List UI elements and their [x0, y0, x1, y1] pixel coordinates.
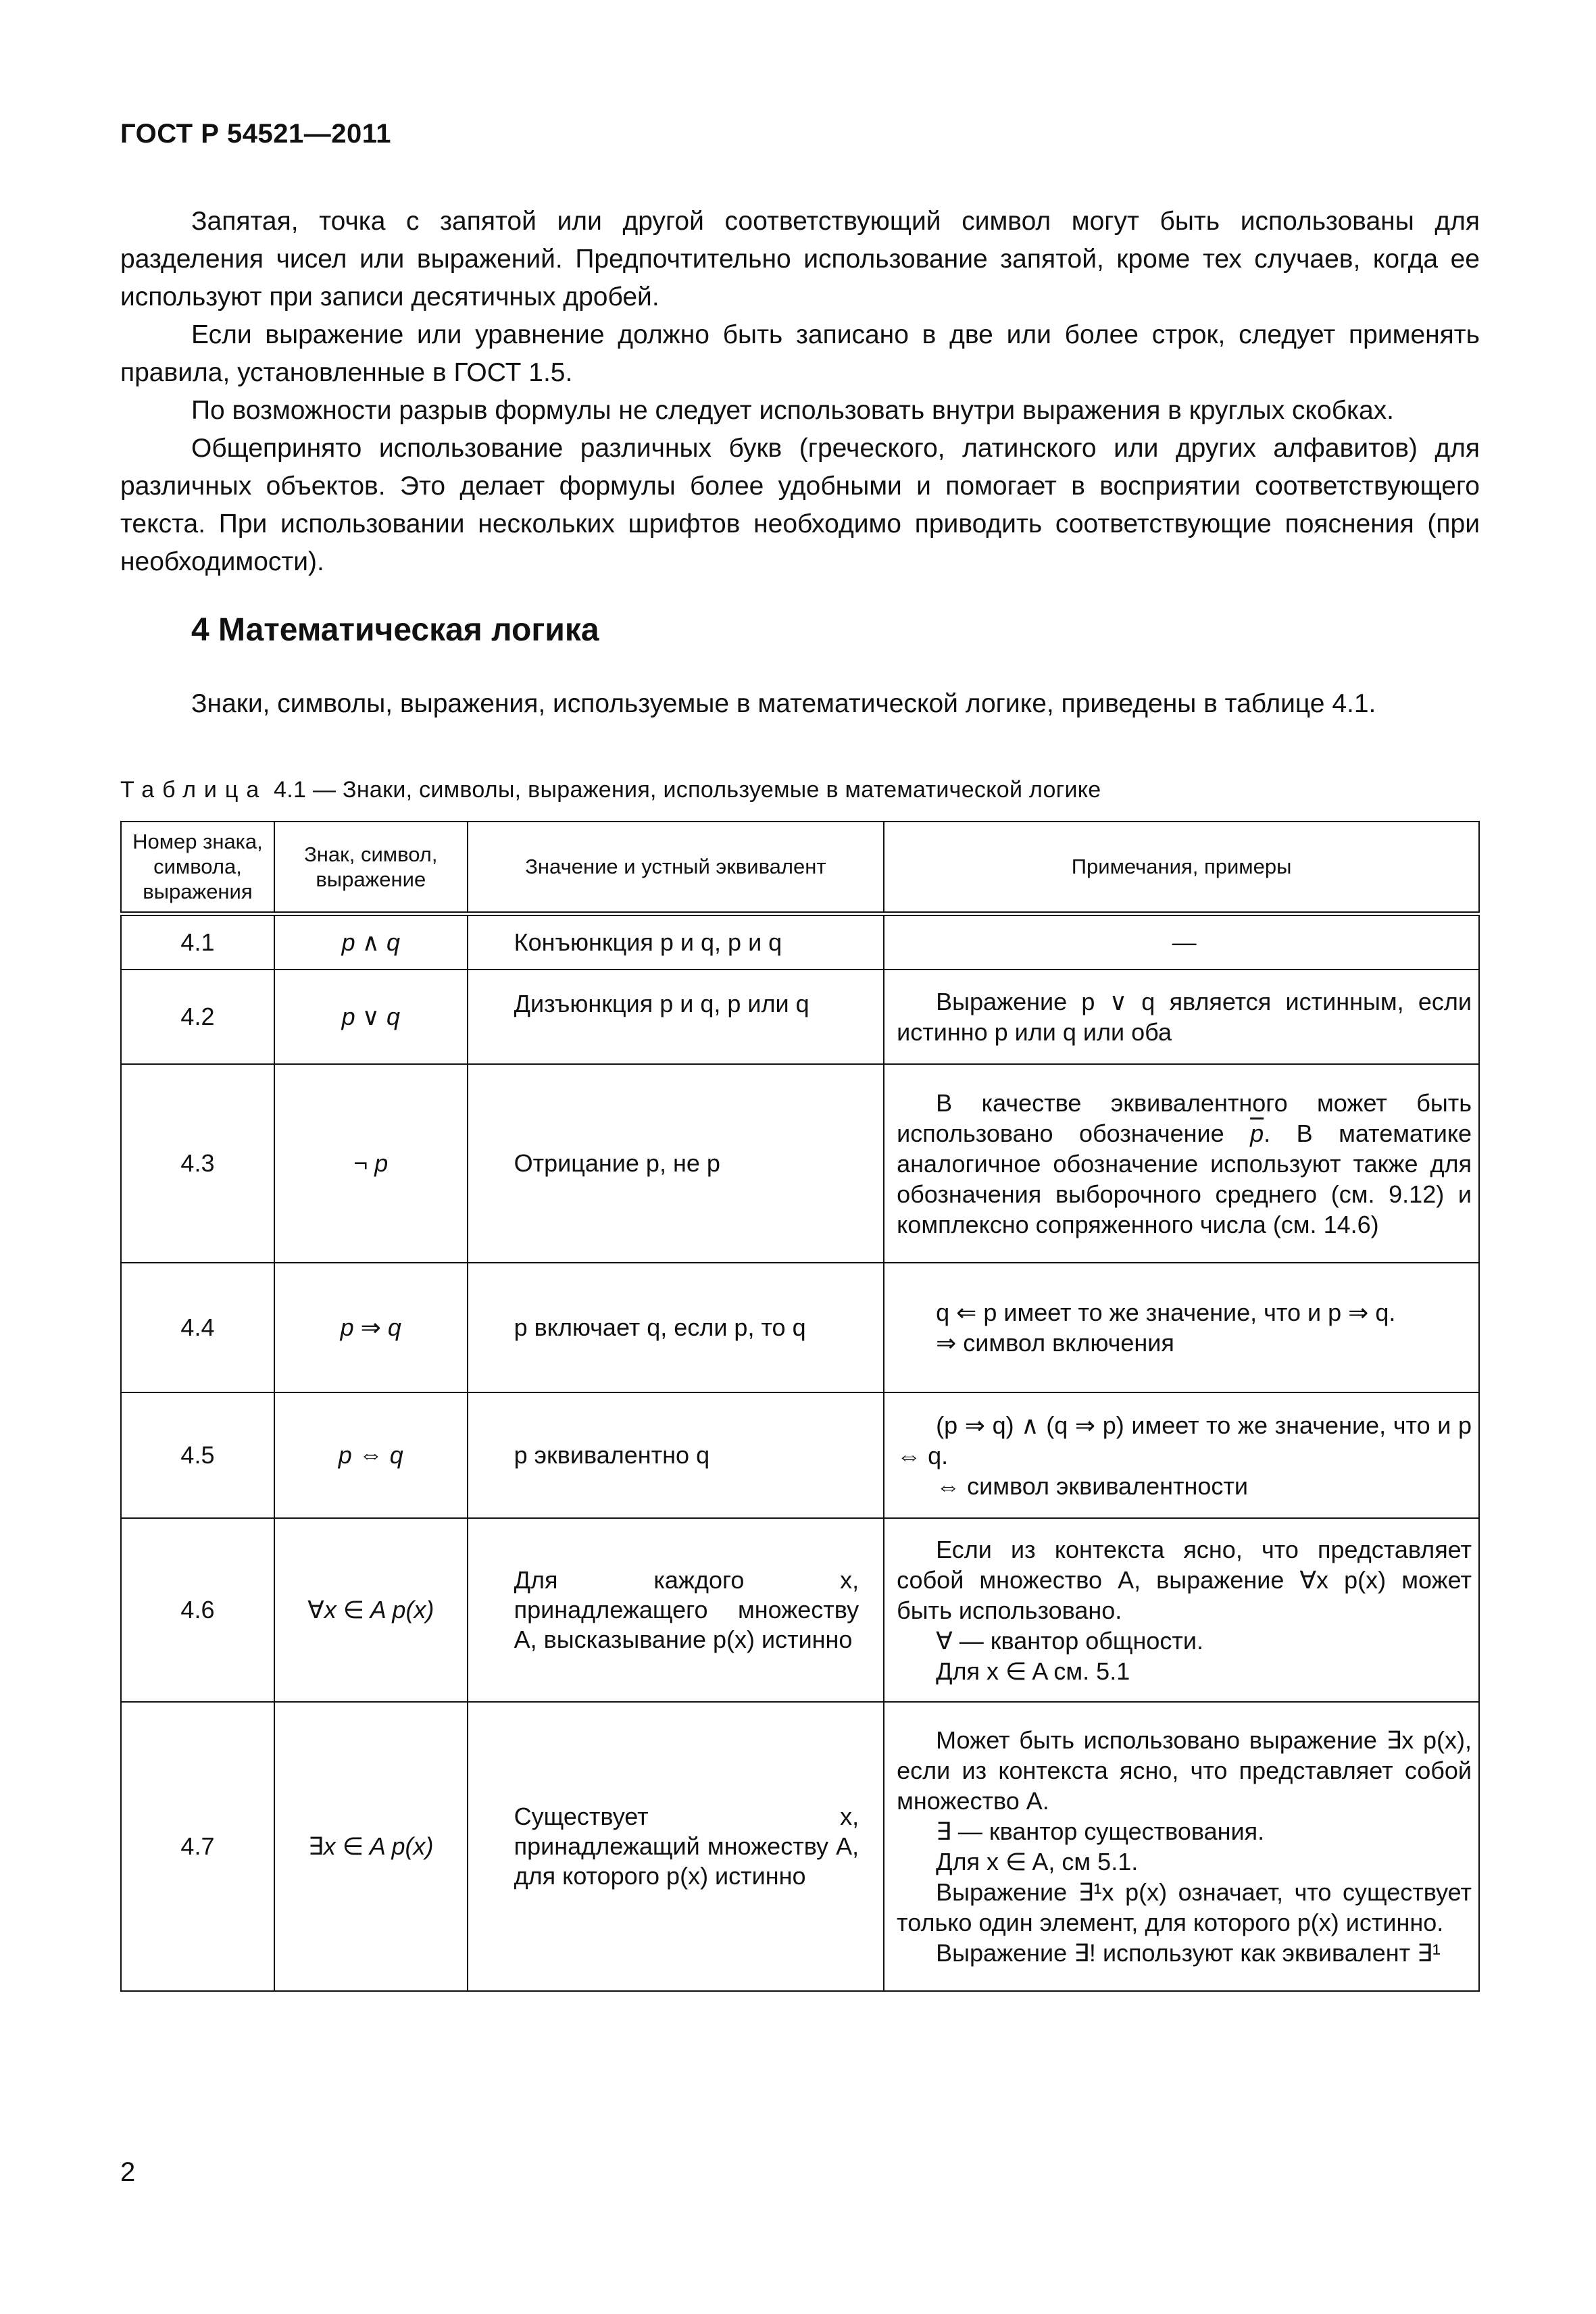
note-line: Для x ∈ A, см 5.1. — [936, 1848, 1139, 1876]
note-line: (p ⇒ q) ∧ (q ⇒ p) имеет то же значение, что и p ⇔ q. — [897, 1411, 1472, 1469]
intro-text — [120, 203, 1480, 581]
row-meaning: Существует x, принадлежащий множеству A, для которого p(x) истинно — [468, 1702, 884, 1991]
p-bar-symbol: $\overline{p}$ — [1250, 1119, 1264, 1147]
row-notes: — — [884, 913, 1479, 970]
intro-paragraph: По возможности разрыв формулы не следует использовать внутри выражения в круглых скобках. — [191, 396, 1395, 425]
row-symbol: p ∧ q — [274, 913, 468, 970]
note-line: q ⇐ p имеет то же значение, что и p ⇒ q. — [936, 1299, 1396, 1326]
row-notes — [884, 970, 1479, 1064]
note-line: ⇔ символ эквивалентности — [936, 1472, 1248, 1500]
table-row — [121, 1064, 1479, 1263]
row-num: 4.5 — [121, 1392, 274, 1518]
section-title: 4 Математическая логика — [191, 612, 599, 648]
row-symbol: ¬ p — [274, 1064, 468, 1263]
row-num: 4.2 — [121, 970, 274, 1064]
note-text: В качестве эквивалентного может быть использовано обозначение — [897, 1088, 1472, 1147]
row-symbol: ∃x ∈ A p(x) — [274, 1702, 468, 1991]
note-line: ∃ — квантор существования. — [936, 1817, 1265, 1845]
row-meaning: Для каждого x, принадлежащего множеству A, высказывание p(x) истинно — [468, 1518, 884, 1702]
row-notes — [884, 1263, 1479, 1392]
table-row — [121, 1702, 1479, 1991]
table-caption-label: Таблица — [120, 777, 268, 803]
row-num: 4.7 — [121, 1702, 274, 1991]
header-notes: Примечания, примеры — [884, 822, 1479, 913]
row-symbol: p ⇔ q — [274, 1392, 468, 1518]
note-line: ∀ — квантор общности. — [936, 1626, 1204, 1655]
row-symbol: p ⇒ q — [274, 1263, 468, 1392]
note-line — [897, 1088, 1472, 1240]
note-line: ⇒ символ включения — [936, 1329, 1174, 1357]
note-line: Выражение p ∨ q является истинным, если истинно p или q или оба — [897, 988, 1472, 1046]
table-row — [121, 1518, 1479, 1702]
table-row — [121, 970, 1479, 1064]
table-caption-title: 4.1 — Знаки, символы, выражения, используемые в математической логике — [267, 777, 1101, 803]
note-text: . В математике аналогичное обозначение используют также для обозначения выборочного среднего (см. 9.12) и комплексно сопряженного числа (см. 14.6) — [897, 1119, 1472, 1238]
table-row — [121, 913, 1479, 970]
page-number: 2 — [120, 2157, 136, 2187]
row-meaning: p эквивалентно q — [468, 1392, 884, 1518]
row-meaning: Дизъюнкция p и q, p или q — [468, 970, 884, 1064]
logic-symbols-table — [120, 821, 1480, 1992]
row-num: 4.4 — [121, 1263, 274, 1392]
row-symbol: ∀x ∈ A p(x) — [274, 1518, 468, 1702]
table-caption — [120, 777, 1101, 803]
note-line: Может быть использовано выражение ∃x p(x), если из контекста ясно, что представляет собой множество A. — [897, 1726, 1472, 1815]
section-text: Знаки, символы, выражения, используемые в математической логике, приведены в таблице 4.1. — [191, 689, 1376, 718]
row-meaning: p включает q, если p, то q — [468, 1263, 884, 1392]
row-num: 4.3 — [121, 1064, 274, 1263]
row-num: 4.6 — [121, 1518, 274, 1702]
note-line: Если из контекста ясно, что представляет собой множество A, выражение ∀x p(x) может быть использовано. — [897, 1535, 1472, 1624]
header-meaning: Значение и устный эквивалент — [468, 822, 884, 913]
row-notes — [884, 1392, 1479, 1518]
row-meaning: Отрицание p, не p — [468, 1064, 884, 1263]
table-row — [121, 1392, 1479, 1518]
row-notes — [884, 1702, 1479, 1991]
document-header: ГОСТ Р 54521—2011 — [120, 119, 391, 149]
row-symbol: p ∨ q — [274, 970, 468, 1064]
note-line: Выражение ∃! используют как эквивалент ∃¹ — [936, 1939, 1441, 1967]
row-notes — [884, 1064, 1479, 1263]
row-notes — [884, 1518, 1479, 1702]
intro-paragraph: Общепринято использование различных букв (греческого, латинского или других алфавитов) для различных объектов. Это делает формулы более удобными и помогает в восприятии соответствующего текста. При использовании нескольких шрифтов необходимо приводить соответствующие пояснения (при необходимости). — [120, 434, 1480, 576]
table-header-row — [121, 822, 1479, 913]
table-row — [121, 1263, 1479, 1392]
row-num: 4.1 — [121, 913, 274, 970]
intro-paragraph: Если выражение или уравнение должно быть записано в две или более строк, следует применять правила, установленные в ГОСТ 1.5. — [120, 320, 1480, 387]
note-line: Для x ∈ A см. 5.1 — [936, 1657, 1130, 1685]
header-num: Номер знака, символа, выражения — [121, 822, 274, 913]
intro-paragraph: Запятая, точка с запятой или другой соответствующий символ могут быть использованы для разделения чисел или выражений. Предпочтительно использование запятой, кроме тех случаев, когда ее используют при записи десятичных дробей. — [120, 207, 1480, 311]
row-meaning: Конъюнкция p и q, p и q — [468, 913, 884, 970]
header-sym: Знак, символ, выражение — [274, 822, 468, 913]
note-line: Выражение ∃¹x p(x) означает, что существует только один элемент, для которого p(x) истинно. — [897, 1878, 1472, 1936]
